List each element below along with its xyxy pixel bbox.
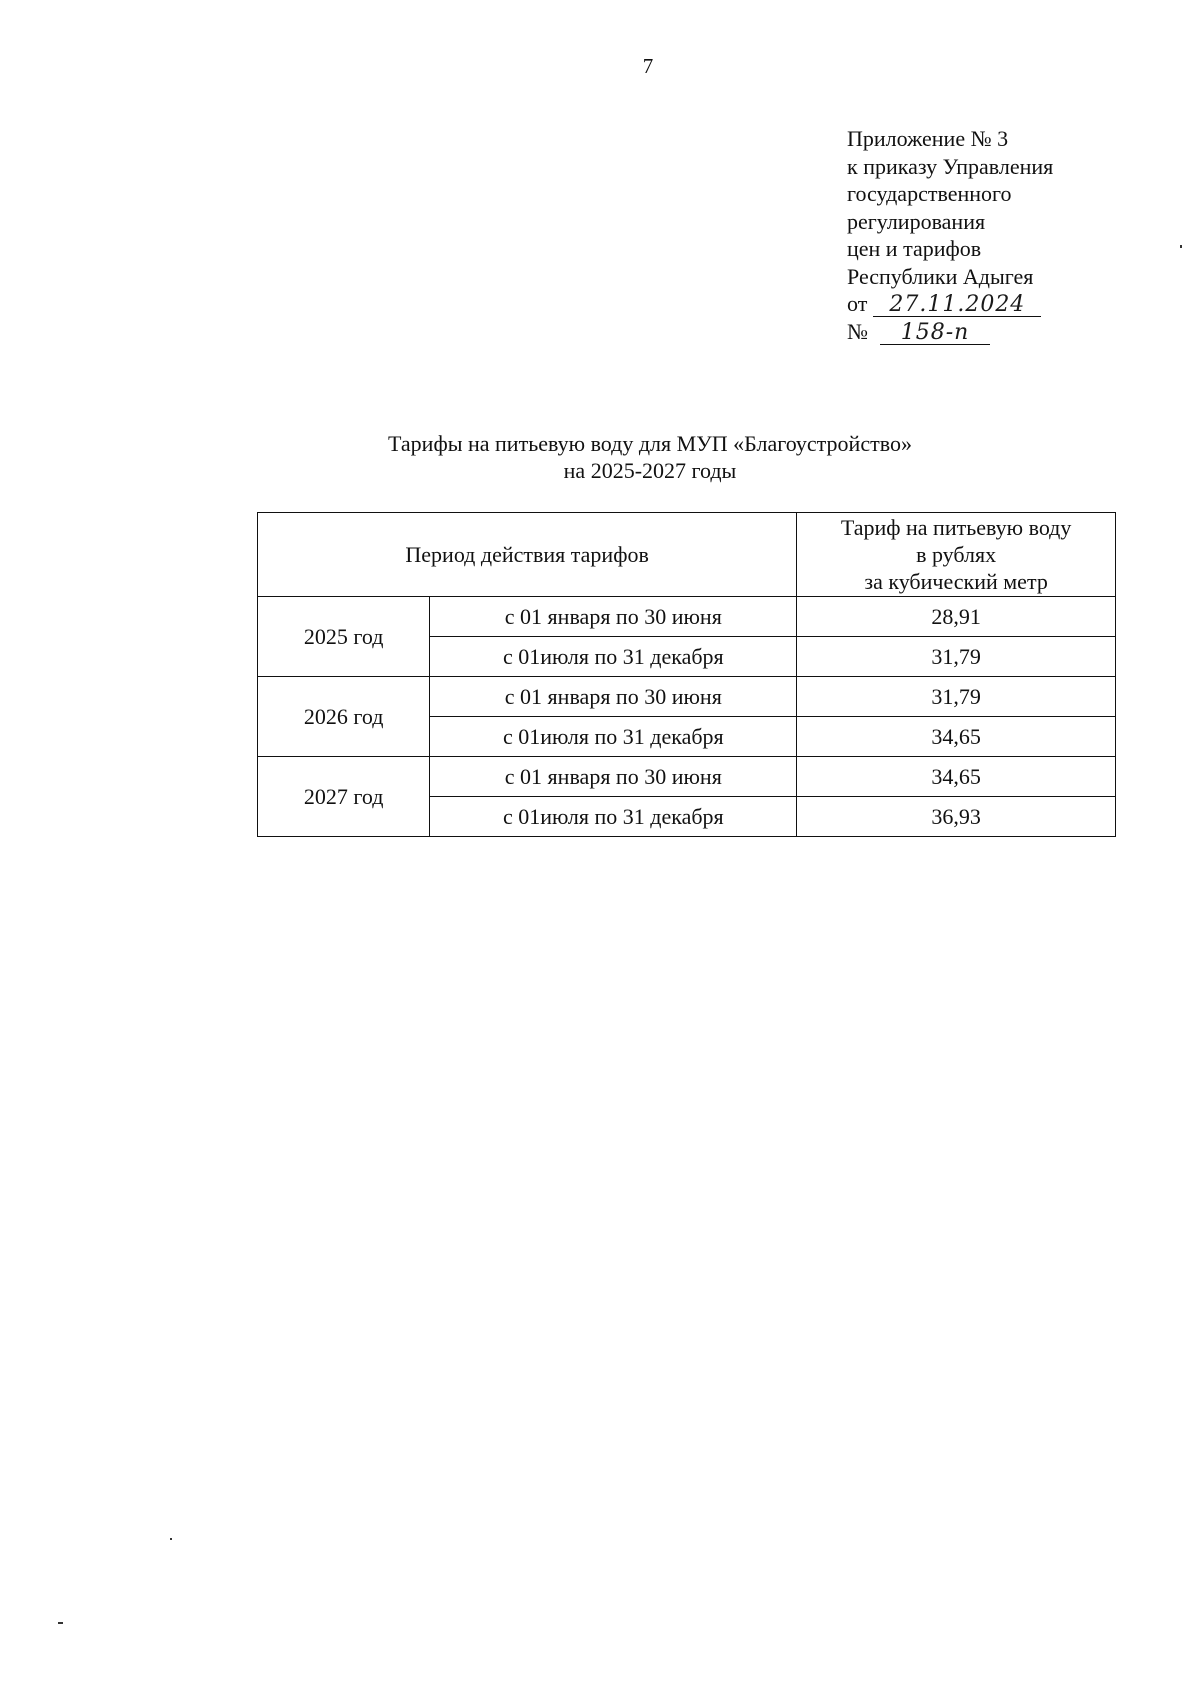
appendix-block [847,125,1167,345]
table-row [258,597,1116,637]
tariff-cell: 31,79 [797,637,1116,677]
appendix-line: Приложение № 3 [847,126,1009,151]
scan-speck [1180,245,1182,248]
period-cell: с 01 января по 30 июня [430,677,797,717]
handwritten-number: 158-п [880,322,990,345]
appendix-line: к приказу Управления [847,153,1054,179]
order-number-line [847,318,1167,346]
header-tariff-line: за кубический метр [864,569,1048,594]
header-tariff-line: Тариф на питьевую воду [840,515,1072,540]
title-line-2: на 2025-2027 годы [563,458,737,483]
header-period: Период действия тарифов [258,513,797,597]
scan-speck [58,1622,63,1624]
period-cell: с 01июля по 31 декабря [430,717,797,757]
period-cell: с 01 января по 30 июня [430,757,797,797]
header-tariff-line: в рублях [916,542,997,567]
title-line-1: Тарифы на питьевую воду для МУП «Благоустройство» [388,431,912,456]
tariff-cell: 28,91 [797,597,1116,637]
appendix-line: Республики Адыгея [847,263,1034,289]
appendix-line: цен и тарифов [847,236,982,261]
order-date-line [847,290,1167,318]
table-header-row [258,513,1116,597]
date-prefix: от [847,291,868,316]
tariff-cell: 36,93 [797,797,1116,837]
appendix-line: регулирования [847,208,986,234]
period-cell: с 01июля по 31 декабря [430,797,797,837]
tariff-cell: 34,65 [797,757,1116,797]
handwritten-date: 27.11.2024 [873,294,1041,317]
tariff-cell: 34,65 [797,717,1116,757]
header-tariff [797,513,1116,597]
year-cell: 2027 год [258,757,430,837]
year-cell: 2026 год [258,677,430,757]
period-cell: с 01 января по 30 июня [430,597,797,637]
scan-speck [170,1538,172,1540]
page-number: 7 [642,54,654,78]
year-cell: 2025 год [258,597,430,677]
appendix-line: государственного [847,181,1012,206]
table-row [258,757,1116,797]
table-row [258,677,1116,717]
document-title [340,430,960,484]
tariff-cell: 31,79 [797,677,1116,717]
period-cell: с 01июля по 31 декабря [430,637,797,677]
tariff-table [257,512,1116,837]
number-prefix: № [847,318,868,344]
